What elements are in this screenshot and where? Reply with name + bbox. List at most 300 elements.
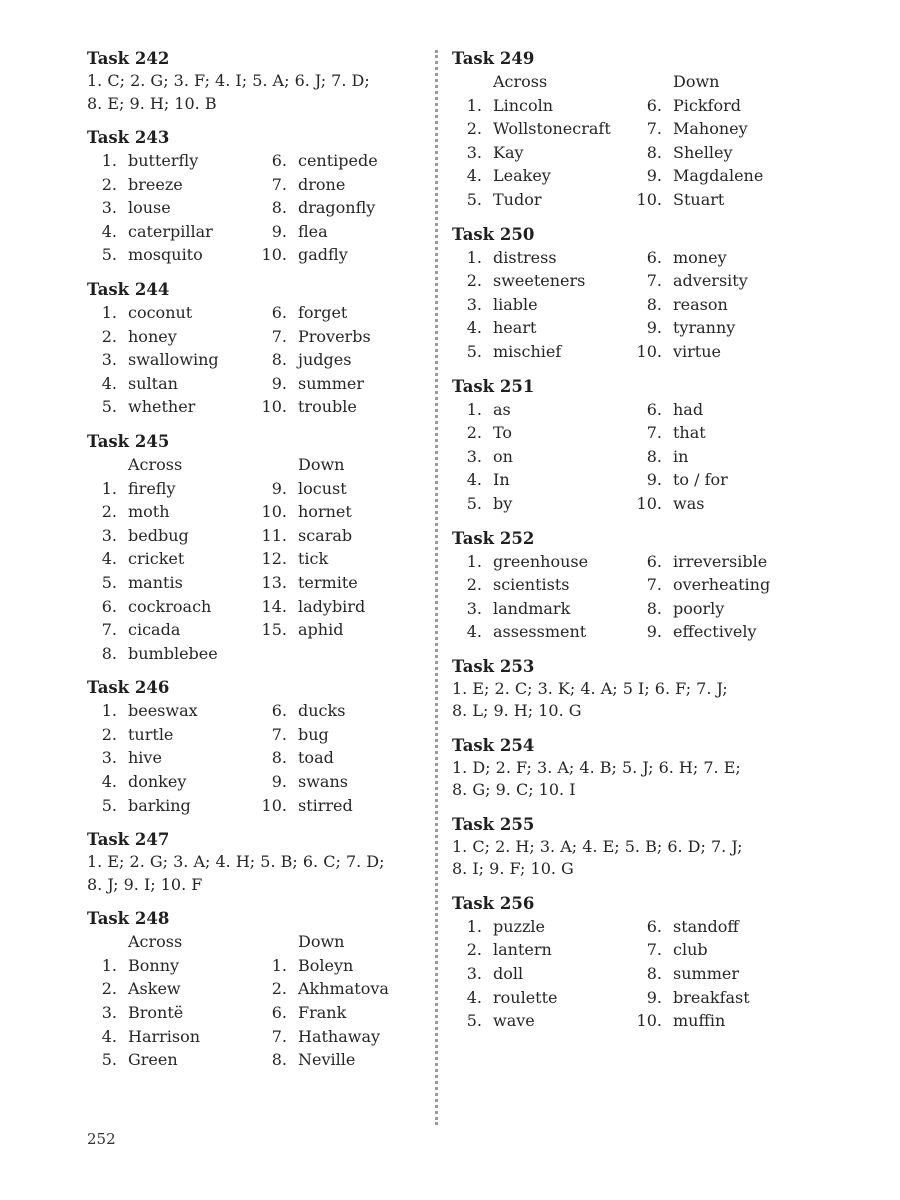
item-number: 6. (646, 399, 662, 419)
item-answer: Proverbs (298, 326, 371, 346)
answer-item (632, 340, 792, 364)
item-answer: bumblebee (128, 643, 218, 663)
item-answer: Magdalene (673, 166, 764, 186)
item-number: 7. (646, 423, 662, 443)
item-number: 7. (271, 174, 287, 194)
item-number: 1. (101, 701, 117, 721)
answer-item (87, 149, 257, 173)
item-number: 3. (101, 525, 117, 545)
item-answer: had (673, 399, 704, 419)
answer-item (87, 571, 257, 595)
answer-item (632, 1009, 792, 1033)
task-block (452, 813, 792, 881)
answer-item (452, 492, 632, 516)
answer-item (452, 246, 632, 270)
item-answer: liable (493, 294, 538, 314)
answer-item (257, 571, 417, 595)
item-answer: flea (298, 221, 328, 241)
item-number: 9. (646, 622, 662, 642)
task-block (452, 734, 792, 802)
item-number: 5. (466, 1011, 482, 1031)
item-number: 10. (636, 493, 662, 513)
answer-grid (452, 246, 792, 364)
answer-item (452, 293, 632, 317)
answer-item (257, 173, 417, 197)
task-title: Task 246 (87, 678, 170, 698)
answer-item (87, 372, 257, 396)
task-title: Task 243 (87, 128, 170, 147)
answer-item (452, 597, 632, 621)
answer-item (257, 1048, 417, 1072)
item-answer: coconut (128, 302, 193, 322)
answer-item (87, 642, 257, 666)
item-number: 1. (101, 478, 117, 498)
item-answer: tick (298, 549, 329, 569)
answer-line: 1. C; 2. G; 3. F; 4. I; 5. A; 6. J; 7. D; (87, 71, 370, 90)
item-number: 3. (466, 446, 482, 466)
item-number: 4. (101, 373, 117, 393)
item-answer: ladybird (298, 596, 366, 616)
item-answer: reason (673, 294, 728, 314)
task-block (452, 655, 792, 723)
item-answer: honey (128, 326, 177, 346)
answer-item (87, 794, 257, 818)
answer-grid (87, 301, 417, 419)
item-answer: by (493, 493, 513, 513)
item-answer: beeswax (128, 701, 198, 721)
answer-item (257, 477, 417, 501)
answer-item (257, 794, 417, 818)
item-number: 1. (101, 955, 117, 975)
item-number: 9. (646, 470, 662, 490)
item-number: 6. (101, 596, 117, 616)
item-number: 4. (101, 549, 117, 569)
answer-item (87, 220, 257, 244)
item-answer: summer (673, 964, 739, 984)
item-answer: Askew (128, 979, 181, 999)
answer-item (632, 421, 792, 445)
item-number: 2. (271, 979, 287, 999)
item-answer: adversity (673, 271, 748, 291)
answer-item (87, 500, 257, 524)
item-number: 4. (466, 470, 482, 490)
item-number: 10. (261, 397, 287, 417)
item-number: 2. (101, 502, 117, 522)
answer-line: 1. E; 2. C; 3. K; 4. A; 5 I; 6. F; 7. J; (452, 678, 728, 698)
item-number: 5. (101, 397, 117, 417)
answer-item (452, 141, 632, 165)
item-answer: Harrison (128, 1026, 201, 1046)
item-answer: swans (298, 772, 348, 792)
item-answer: overheating (673, 575, 771, 595)
item-answer: turtle (128, 724, 174, 744)
item-number: 6. (646, 247, 662, 267)
item-number: 9. (646, 318, 662, 338)
item-answer: donkey (128, 772, 187, 792)
item-number: 8. (271, 1050, 287, 1070)
item-number: 2. (101, 174, 117, 194)
item-number: 2. (466, 423, 482, 443)
answer-item (632, 188, 792, 212)
item-number: 6. (271, 302, 287, 322)
item-number: 2. (101, 979, 117, 999)
item-answer: in (673, 446, 689, 466)
item-number: 5. (466, 189, 482, 209)
item-answer: mosquito (128, 245, 203, 265)
answer-item (452, 117, 632, 141)
item-answer: trouble (298, 397, 357, 417)
answer-item (452, 938, 632, 962)
item-answer: caterpillar (128, 221, 213, 241)
item-number: 1. (101, 302, 117, 322)
answer-item (87, 595, 257, 619)
answer-item (452, 269, 632, 293)
answer-item (452, 620, 632, 644)
answer-item (257, 1025, 417, 1049)
answer-item (257, 547, 417, 571)
answer-item (452, 188, 632, 212)
answer-item (452, 573, 632, 597)
item-number: 9. (271, 373, 287, 393)
across-header: Across (493, 72, 548, 91)
item-answer: hive (128, 748, 162, 768)
item-number: 3. (101, 350, 117, 370)
down-header: Down (673, 72, 720, 91)
item-answer: scientists (493, 575, 570, 595)
answer-item (452, 398, 632, 422)
item-answer: tyranny (673, 318, 736, 338)
item-number: 4. (101, 221, 117, 241)
item-number: 8. (646, 142, 662, 162)
item-number: 10. (636, 1011, 662, 1031)
answer-item (87, 1001, 257, 1025)
answer-item (632, 468, 792, 492)
item-number: 1. (466, 95, 482, 115)
answer-line: 8. L; 9. H; 10. G (452, 701, 582, 721)
item-answer: club (673, 940, 708, 960)
item-number: 7. (271, 326, 287, 346)
item-answer: cricket (128, 549, 185, 569)
answer-text (452, 757, 792, 802)
answer-item (87, 196, 257, 220)
answer-item (632, 962, 792, 986)
answer-item (257, 325, 417, 349)
answer-item (632, 164, 792, 188)
answer-item (257, 301, 417, 325)
answer-grid (452, 70, 792, 212)
item-number: 6. (271, 701, 287, 721)
item-number: 3. (101, 748, 117, 768)
answer-line: 8. G; 9. C; 10. I (452, 780, 576, 800)
item-number: 9. (271, 221, 287, 241)
answer-line: 1. C; 2. H; 3. A; 4. E; 5. B; 6. D; 7. J; (452, 836, 743, 856)
answer-item (632, 246, 792, 270)
item-number: 4. (466, 166, 482, 186)
answer-grid (87, 149, 417, 267)
item-number: 3. (466, 598, 482, 618)
answer-line: 8. I; 9. F; 10. G (452, 859, 574, 879)
answer-item (87, 547, 257, 571)
item-answer: Kay (493, 142, 524, 162)
item-number: 13. (261, 572, 287, 592)
item-number: 3. (466, 964, 482, 984)
item-answer: toad (298, 748, 334, 768)
item-number: 5. (466, 493, 482, 513)
answer-grid (87, 699, 417, 817)
item-number: 1. (466, 399, 482, 419)
task-block (87, 828, 417, 896)
item-answer: sweeteners (493, 271, 586, 291)
answer-item (257, 723, 417, 747)
answer-item (257, 348, 417, 372)
answer-item (87, 977, 257, 1001)
item-answer: wave (493, 1011, 535, 1031)
answer-grid (87, 453, 417, 665)
item-answer: drone (298, 174, 346, 194)
item-answer: Pickford (673, 95, 741, 115)
answer-item (87, 348, 257, 372)
item-answer: puzzle (493, 916, 545, 936)
task-title: Task 253 (452, 656, 535, 676)
item-answer: money (673, 247, 727, 267)
answer-item (87, 477, 257, 501)
answer-item (632, 550, 792, 574)
item-number: 10. (261, 245, 287, 265)
item-number: 3. (101, 1003, 117, 1023)
item-number: 7. (646, 119, 662, 139)
task-block (87, 907, 417, 1072)
item-answer: as (493, 399, 511, 419)
answer-line: 1. D; 2. F; 3. A; 4. B; 5. J; 6. H; 7. E; (452, 757, 741, 777)
item-answer: that (673, 423, 706, 443)
task-title: Task 242 (87, 49, 170, 68)
item-number: 8. (646, 446, 662, 466)
item-answer: gadfly (298, 245, 348, 265)
item-number: 11. (261, 525, 287, 545)
item-answer: distress (493, 247, 557, 267)
item-answer: scarab (298, 525, 353, 545)
item-answer: Mahoney (673, 119, 748, 139)
item-number: 1. (271, 955, 287, 975)
item-answer: hornet (298, 502, 352, 522)
answer-item (632, 573, 792, 597)
item-answer: bedbug (128, 525, 189, 545)
item-number: 7. (271, 724, 287, 744)
item-number: 4. (101, 772, 117, 792)
task-title: Task 255 (452, 814, 535, 834)
task-title: Task 248 (87, 909, 170, 929)
item-answer: on (493, 446, 513, 466)
item-answer: Wollstonecraft (493, 119, 611, 139)
item-answer: Frank (298, 1003, 347, 1023)
answer-item (87, 524, 257, 548)
task-block (452, 375, 792, 516)
item-answer: bug (298, 724, 329, 744)
answer-item (257, 977, 417, 1001)
answer-item (632, 445, 792, 469)
item-number: 6. (271, 151, 287, 170)
item-number: 10. (636, 341, 662, 361)
item-answer: Bonny (128, 955, 180, 975)
right-column (452, 47, 792, 1044)
item-answer: greenhouse (493, 551, 589, 571)
answer-item (257, 243, 417, 267)
item-number: 2. (101, 724, 117, 744)
item-answer: mischief (493, 341, 562, 361)
answer-item (452, 94, 632, 118)
item-answer: summer (298, 373, 364, 393)
item-number: 1. (466, 916, 482, 936)
item-number: 10. (636, 189, 662, 209)
answer-item (632, 141, 792, 165)
item-answer: Lincoln (493, 95, 554, 115)
item-answer: Brontë (128, 1003, 184, 1023)
answer-item (257, 220, 417, 244)
item-answer: Tudor (493, 189, 542, 209)
answer-item (452, 550, 632, 574)
answer-item (87, 243, 257, 267)
item-answer: sultan (128, 373, 178, 393)
answer-item (87, 746, 257, 770)
answer-grid (452, 398, 792, 516)
answer-text (87, 70, 417, 115)
item-answer: firefly (128, 478, 176, 498)
answer-item (452, 445, 632, 469)
item-number: 7. (646, 940, 662, 960)
answer-item (632, 620, 792, 644)
answer-item (632, 492, 792, 516)
task-title: Task 250 (452, 224, 535, 244)
item-number: 2. (101, 326, 117, 346)
answer-item (257, 699, 417, 723)
item-number: 2. (466, 271, 482, 291)
item-answer: forget (298, 302, 348, 322)
task-block (452, 47, 792, 212)
item-answer: to / for (673, 470, 728, 490)
item-answer: In (493, 470, 510, 490)
item-answer: doll (493, 964, 524, 984)
item-answer: mantis (128, 572, 183, 592)
item-number: 2. (466, 119, 482, 139)
item-number: 5. (101, 795, 117, 815)
task-title: Task 249 (452, 49, 535, 68)
answer-item (632, 293, 792, 317)
item-answer: lantern (493, 940, 552, 960)
answer-item (452, 421, 632, 445)
column-divider (435, 50, 438, 1125)
answer-item (87, 325, 257, 349)
item-number: 14. (261, 596, 287, 616)
item-number: 4. (466, 987, 482, 1007)
item-number: 2. (466, 575, 482, 595)
task-block (452, 527, 792, 644)
item-number: 7. (646, 271, 662, 291)
answer-text (452, 836, 792, 881)
item-number: 10. (261, 795, 287, 815)
item-number: 3. (466, 142, 482, 162)
task-title: Task 245 (87, 431, 170, 451)
item-answer: roulette (493, 987, 558, 1007)
item-number: 8. (271, 198, 287, 218)
answer-item (257, 954, 417, 978)
answer-item (632, 915, 792, 939)
answer-item (257, 746, 417, 770)
answer-item (87, 770, 257, 794)
item-answer: assessment (493, 622, 587, 642)
answer-item (257, 524, 417, 548)
answer-item (257, 642, 417, 666)
item-answer: cockroach (128, 596, 212, 616)
item-number: 7. (101, 620, 117, 640)
answer-item (632, 94, 792, 118)
answer-item (257, 395, 417, 419)
item-number: 9. (646, 166, 662, 186)
item-answer: ducks (298, 701, 346, 721)
task-block (87, 126, 417, 267)
answer-item (87, 395, 257, 419)
answer-line: 1. E; 2. G; 3. A; 4. H; 5. B; 6. C; 7. D; (87, 852, 385, 872)
item-answer: aphid (298, 620, 344, 640)
across-header: Across (128, 932, 183, 952)
item-answer: muffin (673, 1011, 726, 1031)
item-answer: poorly (673, 598, 725, 618)
item-answer: Neville (298, 1050, 356, 1070)
task-title: Task 256 (452, 893, 535, 913)
item-number: 8. (646, 294, 662, 314)
item-answer: locust (298, 478, 347, 498)
item-answer: Green (128, 1050, 178, 1070)
answer-item (257, 149, 417, 173)
item-answer: To (493, 423, 513, 443)
item-number: 15. (261, 620, 287, 640)
item-number: 9. (271, 478, 287, 498)
item-answer: Leakey (493, 166, 551, 186)
task-block (87, 278, 417, 419)
item-answer: judges (298, 350, 352, 370)
item-number: 6. (271, 1003, 287, 1023)
item-number: 5. (101, 572, 117, 592)
item-answer: irreversible (673, 551, 768, 571)
answer-item (632, 597, 792, 621)
item-answer: termite (298, 572, 358, 592)
item-answer: breakfast (673, 987, 750, 1007)
task-title: Task 247 (87, 830, 170, 850)
item-answer: Shelley (673, 142, 733, 162)
answer-item (452, 340, 632, 364)
answer-item (257, 595, 417, 619)
item-number: 8. (271, 748, 287, 768)
item-number: 1. (466, 247, 482, 267)
answer-item (87, 699, 257, 723)
item-answer: breeze (128, 174, 183, 194)
item-number: 7. (646, 575, 662, 595)
answer-text (452, 678, 792, 723)
item-number: 5. (101, 1050, 117, 1070)
item-number: 6. (646, 916, 662, 936)
answer-item (452, 164, 632, 188)
task-title: Task 252 (452, 528, 535, 548)
task-block (452, 892, 792, 1033)
item-answer: effectively (673, 622, 757, 642)
answer-item (87, 1048, 257, 1072)
answer-item (257, 500, 417, 524)
answer-item (632, 269, 792, 293)
answer-item (452, 316, 632, 340)
answer-item (452, 468, 632, 492)
item-answer: centipede (298, 151, 378, 170)
answer-item (632, 938, 792, 962)
item-answer: stirred (298, 795, 353, 815)
